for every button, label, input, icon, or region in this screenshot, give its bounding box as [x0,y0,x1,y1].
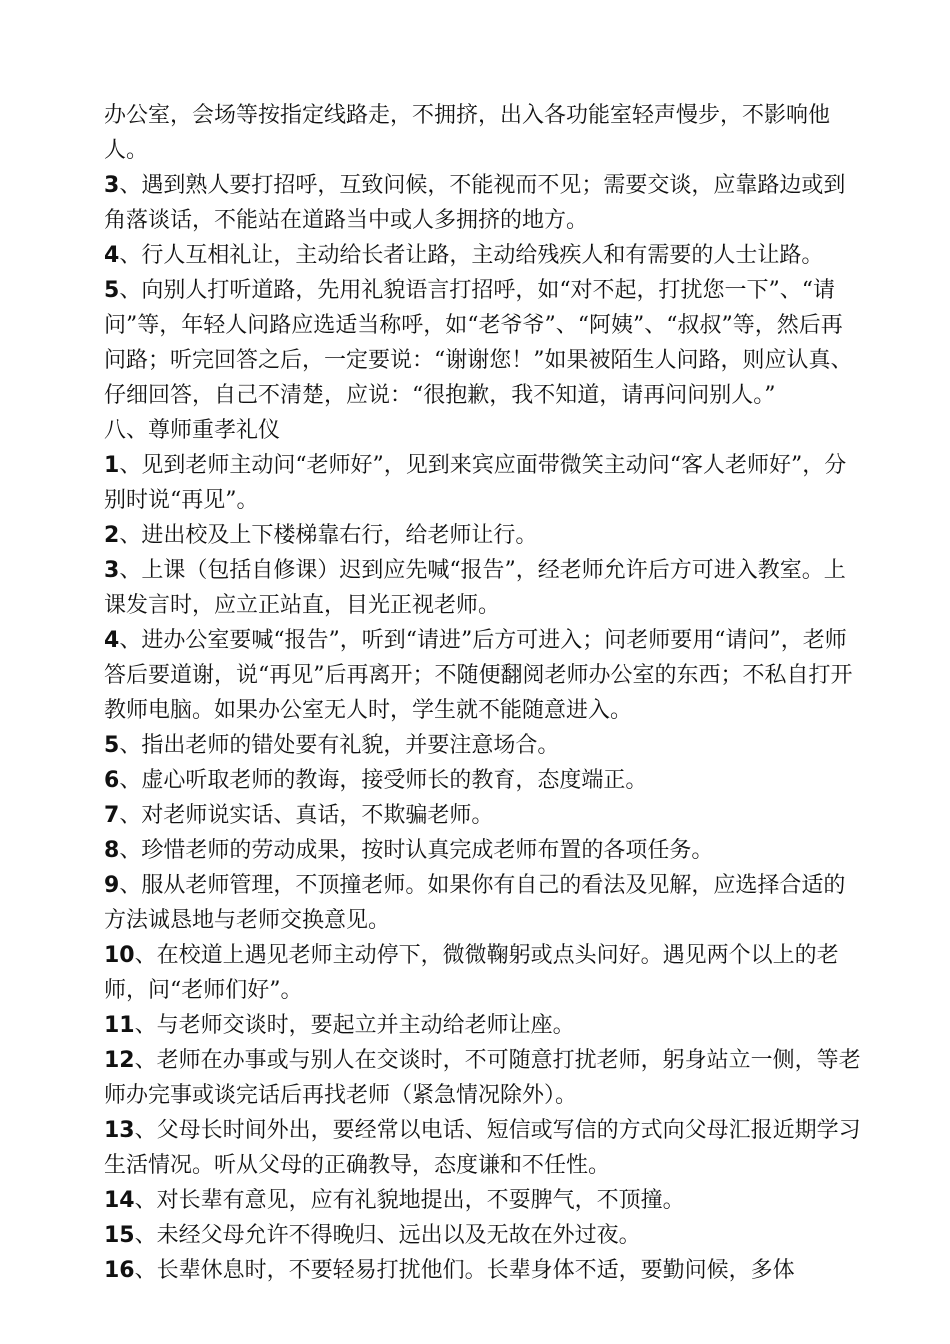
item-number: 13 [104,1118,135,1143]
paragraph [104,168,864,238]
item-number: 15 [104,1223,135,1248]
paragraph-text: 、行人互相礼让，主动给长者让路，主动给残疾人和有需要的人士让路。 [119,243,824,268]
paragraph-text: 、见到老师主动问“老师好”，见到来宾应面带微笑主动问“客人老师好”，分别时说“再见”。 [104,453,847,513]
item-number: 12 [104,1048,135,1073]
paragraph [104,868,864,938]
item-number: 11 [104,1013,135,1038]
paragraph-text: 、虚心听取老师的教诲，接受师长的教育，态度端正。 [119,768,648,793]
item-number: 4 [104,628,120,653]
item-number: 4 [104,243,120,268]
item-number: 2 [104,523,120,548]
paragraph [104,273,864,413]
paragraph [104,833,864,868]
item-number: 7 [104,803,120,828]
paragraph-text: 、长辈休息时，不要轻易打扰他们。长辈身体不适，要勤问候，多体 [134,1258,795,1283]
item-number: 1 [104,453,120,478]
item-number: 8 [104,838,120,863]
paragraph-text: 、珍惜老师的劳动成果，按时认真完成老师布置的各项任务。 [119,838,714,863]
paragraph [104,448,864,518]
paragraph-text: 、对老师说实话、真话，不欺骗老师。 [119,803,494,828]
paragraph-text: 、与老师交谈时，要起立并主动给老师让座。 [134,1013,575,1038]
paragraph-text: 、服从老师管理，不顶撞老师。如果你有自己的看法及见解，应选择合适的方法诚恳地与老师交换意见。 [104,873,846,933]
paragraph [104,938,864,1008]
item-number: 14 [104,1188,135,1213]
paragraph-text: 、在校道上遇见老师主动停下，微微鞠躬或点头问好。遇见两个以上的老师，问“老师们好”。 [104,943,839,1003]
paragraph [104,1113,864,1183]
paragraph [104,1043,864,1113]
item-number: 9 [104,873,120,898]
paragraph-text: 、父母长时间外出，要经常以电话、短信或写信的方式向父母汇报近期学习生活情况。听从父母的正确教导，态度谦和不任性。 [104,1118,861,1178]
paragraph [104,1008,864,1043]
paragraph [104,238,864,273]
paragraph-text: 、向别人打听道路，先用礼貌语言打招呼，如“对不起，打扰您一下”、“请问”等，年轻人问路应选适当称呼，如“老爷爷”、“阿姨”、“叔叔”等，然后再问路；听完回答之后，一定要说：“谢谢您！”如果被陌生人问路，则应认真、仔细回答，自己不清楚，应说：“很抱歉，我不知道，请再问问别人。” [104,278,853,408]
paragraph-text: 办公室，会场等按指定线路走，不拥挤，出入各功能室轻声慢步，不影响他人。 [104,103,831,163]
item-number: 10 [104,943,135,968]
paragraph-text: 、上课（包括自修课）迟到应先喊“报告”，经老师允许后方可进入教室。上课发言时，应立正站直，目光正视老师。 [104,558,846,618]
item-number: 5 [104,278,120,303]
paragraph-text: 、未经父母允许不得晚归、远出以及无故在外过夜。 [134,1223,641,1248]
paragraph [104,1183,864,1218]
item-number: 3 [104,173,120,198]
paragraph [104,553,864,623]
paragraph [104,623,864,728]
paragraph [104,798,864,833]
heading-text: 八、尊师重孝礼仪 [104,418,281,443]
paragraph-text: 、进出校及上下楼梯靠右行，给老师让行。 [119,523,538,548]
paragraph [104,728,864,763]
document-body [104,98,864,1288]
paragraph-text: 、进办公室要喊“报告”，听到“请进”后方可进入；问老师要用“请问”，老师答后要道谢，说“再见”后再离开；不随便翻阅老师办公室的东西；不私自打开教师电脑。如果办公室无人时，学生就不能随意进入。 [104,628,853,723]
item-number: 3 [104,558,120,583]
paragraph [104,763,864,798]
item-number: 16 [104,1258,135,1283]
paragraph [104,518,864,553]
item-number: 6 [104,768,120,793]
paragraph-text: 、对长辈有意见，应有礼貌地提出，不耍脾气，不顶撞。 [134,1188,685,1213]
paragraph [104,1253,864,1288]
paragraph-text: 、指出老师的错处要有礼貌，并要注意场合。 [119,733,560,758]
item-number: 5 [104,733,120,758]
paragraph-text: 、老师在办事或与别人在交谈时，不可随意打扰老师，躬身站立一侧，等老师办完事或谈完话后再找老师（紧急情况除外）。 [104,1048,861,1108]
paragraph [104,1218,864,1253]
paragraph-text: 、遇到熟人要打招呼，互致问候，不能视而不见；需要交谈，应靠路边或到角落谈话，不能站在道路当中或人多拥挤的地方。 [104,173,846,233]
paragraph [104,98,864,168]
section-heading [104,413,864,448]
